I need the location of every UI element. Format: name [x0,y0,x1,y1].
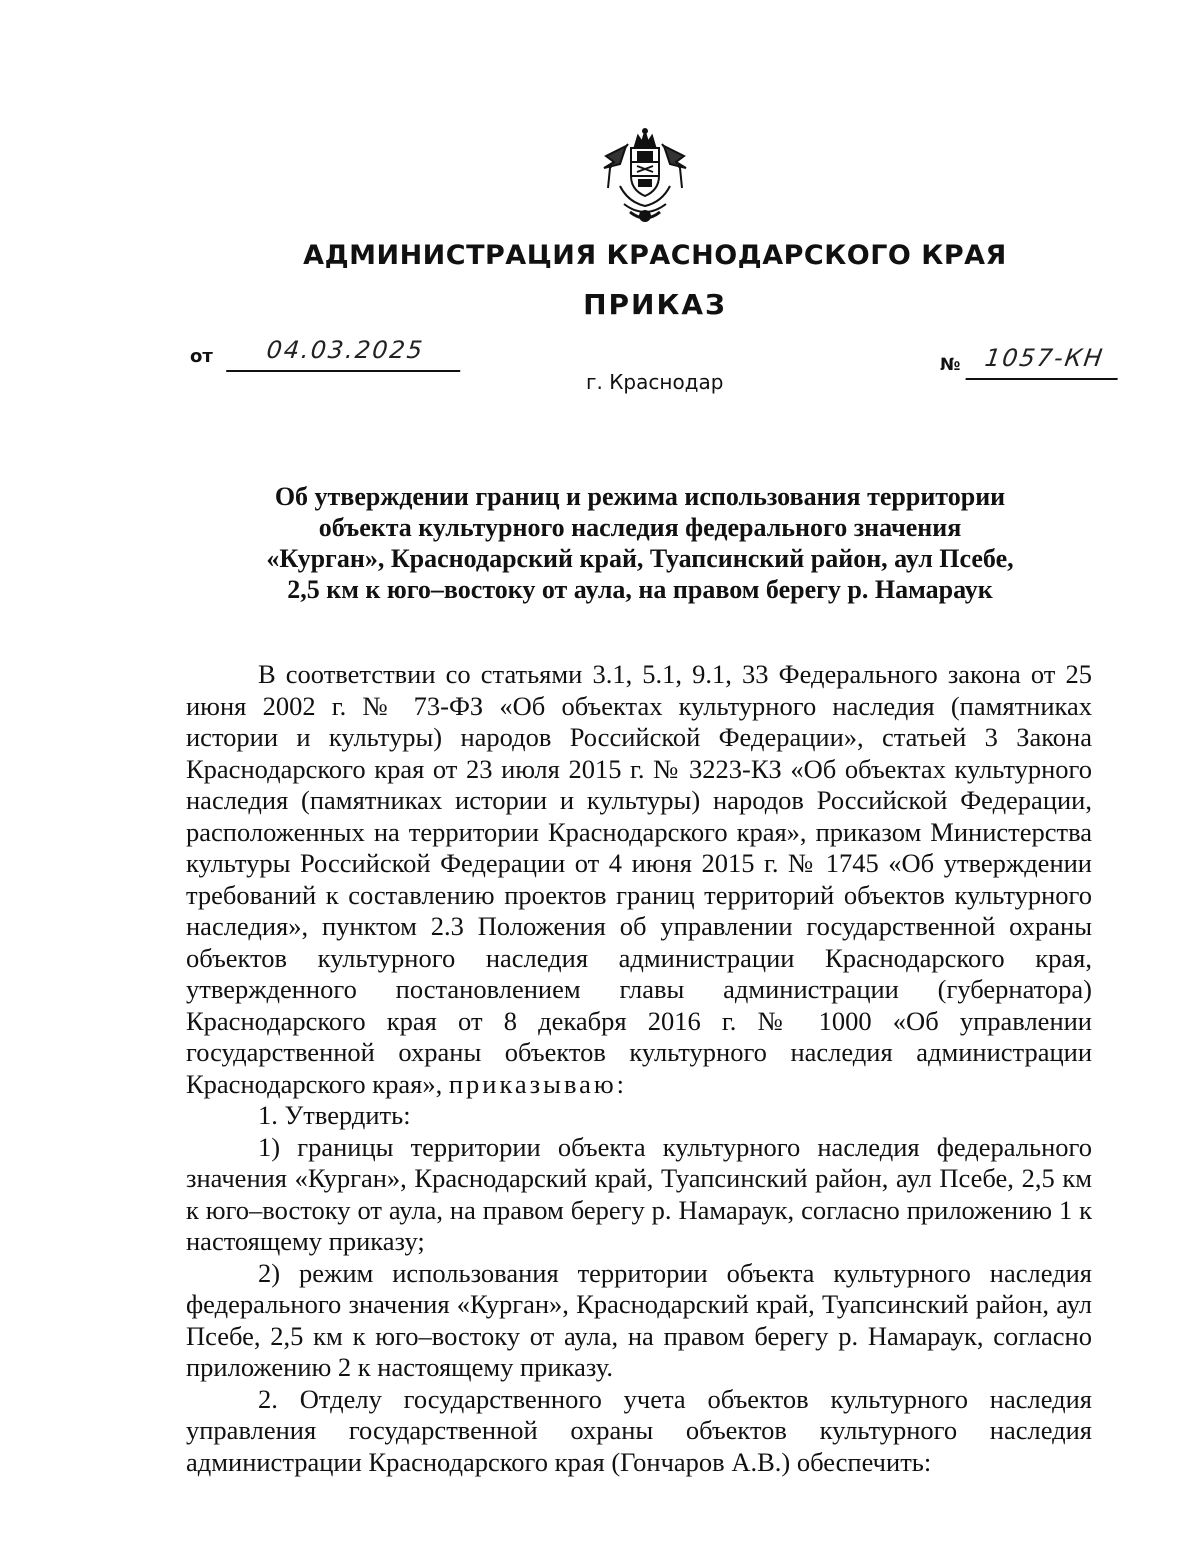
item-2: 2. Отделу государственного учета объектов культурного наследия управления государственной охраны объектов культурного наследия администрации Краснодарского края (Гончаров А.В.) обеспечить: [186,1383,1092,1477]
document-type: ПРИКАЗ [583,288,727,321]
preamble-text: В соответствии со статьями 3.1, 5.1, 9.1, 33 Федерального закона от 25 июня 2002 г. № 73-ФЗ «Об объектах культурного наследия (памятниках истории и культуры) народов Российской Федерации», статьей 3 Закона Краснодарского края от 23 июля 2015 г. № 3223-КЗ «Об объектах культурного наследия (памятниках истории и культуры) народов Российской Федерации, расположенных на территории Краснодарского края», приказом Министерства культуры Российской Федерации от 4 июня 2015 г. № 1745 «Об утверждении требований к составлению проектов границ территорий объектов культурного наследия», пунктом 2.3 Положения об управлении государственной охраны объектов культурного наследия администрации Краснодарского края, утвержденного постановлением главы администрации (губернатора) Краснодарского края от 8 декабря 2016 г. № 1000 «Об управлении государственной охраны объектов культурного наследия администрации Краснодарского края», [186,659,1092,1099]
preamble-paragraph [186,659,1092,1100]
organization-title: АДМИНИСТРАЦИЯ КРАСНОДАРСКОГО КРАЯ [303,240,1007,271]
order-subject [200,481,1080,605]
item-1-2: 2) режим использования территории объекта культурного наследия федерального значения «Курган», Краснодарский край, Туапсинский район, аул Псебе, 2,5 км к юго–востоку от аула, на правом берегу р. Намараук, согласно приложению 2 к настоящему приказу. [186,1257,1092,1382]
subject-line: объекта культурного наследия федерального значения [318,513,962,542]
subject-line: «Курган», Краснодарский край, Туапсинский район, аул Псебе, [266,544,1014,573]
item-1-1: 1) границы территории объекта культурного наследия федерального значения «Курган», Краснодарский край, Туапсинский район, аул Псебе, 2,5 км к юго–востоку от аула, на правом берегу р. Намараук, согласно приложению 1 к настоящему приказу; [186,1131,1092,1256]
item-1: 1. Утвердить: [258,1100,411,1130]
subject-line: Об утверждении границ и режима использования территории [274,482,1006,511]
order-body [186,659,1092,1478]
number-sign-label: № [940,355,961,375]
handwritten-document-number: 1057-КН [965,344,1122,380]
order-word: приказываю: [448,1068,628,1099]
city-line: г. Краснодар [586,370,724,394]
handwritten-date: 04.03.2025 [226,336,464,372]
krasnodar-coat-of-arms-icon [600,128,690,228]
date-prefix-label: от [190,346,213,367]
subject-line: 2,5 км к юго–востоку от аула, на правом берегу р. Намараук [287,575,993,604]
